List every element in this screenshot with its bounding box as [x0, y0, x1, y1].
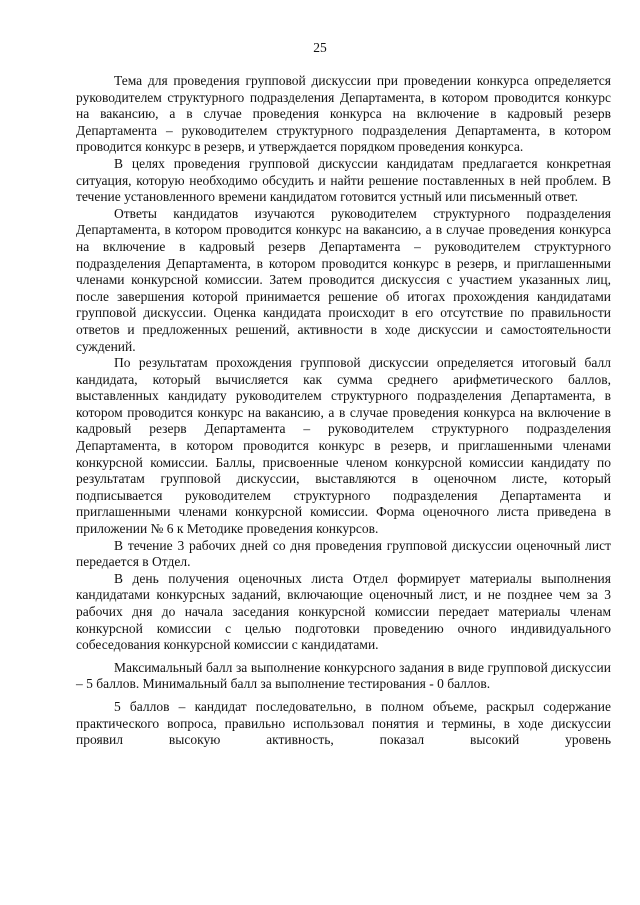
paragraph-five-points-criteria: 5 баллов – кандидат последовательно, в полном объеме, раскрыл содержание практического вопроса, правильно использовал понятия и термины, в ходе дискуссии проявил высокую активность, показал высокий уровень — [76, 698, 611, 748]
paragraph-evaluation-sheet-transfer: В течение 3 рабочих дней со дня проведения групповой дискуссии оценочный лист передается в Отдел. — [76, 537, 611, 570]
paragraph-score-range: Максимальный балл за выполнение конкурсного задания в виде групповой дискуссии – 5 баллов. Минимальный балл за выполнение тестирования - 0 баллов. — [76, 659, 611, 692]
paragraph-final-score: По результатам прохождения групповой дискуссии определяется итоговый балл кандидата, который вычисляется как сумма среднего арифметического баллов, выставленных кандидату руководителем структурного подразделения Департамента, в котором проводится конкурс на вакансию, а в случае проведения конкурса на включение в кадровый резерв Департамента – руководителем структурного подразделения Департамента, в котором проводится конкурс в резерв, и приглашенными членами конкурсной комиссии. Баллы, присвоенные членом конкурсной комиссии кандидату по результатам групповой дискуссии, выставляются в оценочном листе, который подписывается руководителем структурного подразделения Департамента и приглашенными членами конкурсной комиссии. Форма оценочного листа приведена в приложении № 6 к Методике проведения конкурсов. — [76, 355, 611, 537]
page-number: 25 — [313, 40, 327, 55]
paragraph-discussion-topic: Тема для проведения групповой дискуссии при проведении конкурса определяется руководителем структурного подразделения Департамента, в котором проводится конкурс на вакансию, а в случае проведения конкурса на включение в кадровый резерв Департамента – руководителем структурного подразделения Департамента, в котором проводится конкурс в резерв, и утверждается порядком проведения конкурса. — [76, 73, 611, 155]
paragraph-materials-formation: В день получения оценочных листа Отдел формирует материалы выполнения кандидатами конкурсных заданий, включающие оценочный лист, и не позднее чем за 3 рабочих дня до начала заседания конкурсной комиссии передает материалы членам конкурсной комиссии с целью подготовки проведению очного индивидуального собеседования конкурсной комиссии с кандидатами. — [76, 570, 611, 653]
paragraph-answers-review: Ответы кандидатов изучаются руководителем структурного подразделения Департамента, в котором проводится конкурс на вакансию, а в случае проведения конкурса на включение в кадровый резерв Департамента – руководителем структурного подразделения Департамента, в котором проводится конкурс в резерв, и приглашенными членами конкурсной комиссии. Затем проводится дискуссия с участием указанных лиц, после завершения которой принимается решение об итогах прохождения кандидатами групповой дискуссии. Оценка кандидата происходит в его отсутствие по правильности ответов и предложенных решений, активности в ходе дискуссии и самостоятельности суждений. — [76, 205, 611, 354]
document-body — [76, 73, 611, 749]
paragraph-discussion-task: В целях проведения групповой дискуссии кандидатам предлагается конкретная ситуация, которую необходимо обсудить и найти решение поставленных в ней проблем. В течение установленного времени кандидатом готовится устный или письменный ответ. — [76, 155, 611, 205]
